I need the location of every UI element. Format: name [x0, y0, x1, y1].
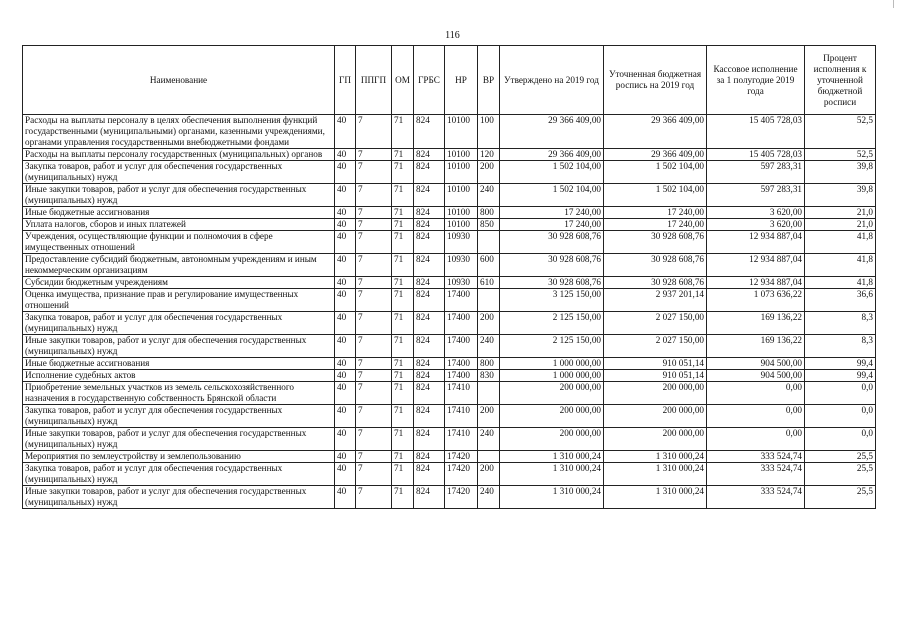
- cell-ppgp: 7: [356, 184, 392, 207]
- cell-revised: 200 000,00: [604, 405, 707, 428]
- cell-name: Иные закупки товаров, работ и услуг для обеспечения государственных (муниципальных) нужд: [23, 335, 335, 358]
- cell-revised: 17 240,00: [604, 219, 707, 231]
- header-percent: Процент исполнения к уточненной бюджетной росписи: [805, 46, 876, 115]
- cell-revised: 1 502 104,00: [604, 161, 707, 184]
- cell-percent: 99,4: [805, 370, 876, 382]
- header-name: Наименование: [23, 46, 335, 115]
- cell-grbs: 824: [414, 451, 445, 463]
- cell-revised: 1 502 104,00: [604, 184, 707, 207]
- cell-nr: 17410: [445, 405, 478, 428]
- cell-name: Расходы на выплаты персоналу государственных (муниципальных) органов: [23, 149, 335, 161]
- table-row: [23, 149, 876, 161]
- cell-revised: 1 310 000,24: [604, 463, 707, 486]
- cell-revised: 2 937 201,14: [604, 289, 707, 312]
- budget-table: [22, 45, 876, 509]
- cell-percent: 25,5: [805, 486, 876, 509]
- cell-name: Закупка товаров, работ и услуг для обеспечения государственных (муниципальных) нужд: [23, 312, 335, 335]
- cell-om: 71: [392, 486, 414, 509]
- cell-ppgp: 7: [356, 207, 392, 219]
- cell-ppgp: 7: [356, 312, 392, 335]
- cell-om: 71: [392, 149, 414, 161]
- table-row: [23, 219, 876, 231]
- cell-om: 71: [392, 451, 414, 463]
- cell-gp: 40: [335, 451, 356, 463]
- cell-nr: 10930: [445, 231, 478, 254]
- cell-om: 71: [392, 370, 414, 382]
- cell-om: 71: [392, 207, 414, 219]
- cell-revised: 1 310 000,24: [604, 486, 707, 509]
- cell-revised: 30 928 608,76: [604, 254, 707, 277]
- cell-om: 71: [392, 405, 414, 428]
- cell-vr: [478, 451, 500, 463]
- cell-gp: 40: [335, 463, 356, 486]
- cell-nr: 10100: [445, 207, 478, 219]
- table-row: [23, 335, 876, 358]
- cell-grbs: 824: [414, 486, 445, 509]
- cell-grbs: 824: [414, 312, 445, 335]
- cell-vr: 100: [478, 115, 500, 149]
- cell-nr: 10100: [445, 219, 478, 231]
- cell-om: 71: [392, 161, 414, 184]
- cell-vr: 200: [478, 312, 500, 335]
- cell-om: 71: [392, 254, 414, 277]
- cell-nr: 17400: [445, 335, 478, 358]
- cell-gp: 40: [335, 289, 356, 312]
- cell-nr: 17400: [445, 370, 478, 382]
- cell-name: Приобретение земельных участков из земель сельскохозяйственного назначения в государственную собственность Брянской области: [23, 382, 335, 405]
- cell-grbs: 824: [414, 358, 445, 370]
- cell-grbs: 824: [414, 115, 445, 149]
- cell-cash: 12 934 887,04: [707, 277, 805, 289]
- cell-name: Субсидии бюджетным учреждениям: [23, 277, 335, 289]
- cell-approved: 1 000 000,00: [500, 358, 604, 370]
- cell-name: Иные бюджетные ассигнования: [23, 207, 335, 219]
- cell-grbs: 824: [414, 428, 445, 451]
- cell-vr: 850: [478, 219, 500, 231]
- cell-name: Закупка товаров, работ и услуг для обеспечения государственных (муниципальных) нужд: [23, 161, 335, 184]
- cell-vr: 240: [478, 486, 500, 509]
- cell-om: 71: [392, 312, 414, 335]
- cell-cash: 3 620,00: [707, 219, 805, 231]
- cell-grbs: 824: [414, 405, 445, 428]
- cell-ppgp: 7: [356, 370, 392, 382]
- table-row: [23, 382, 876, 405]
- cell-percent: 41,8: [805, 254, 876, 277]
- cell-gp: 40: [335, 149, 356, 161]
- table-row: [23, 428, 876, 451]
- table-row: [23, 370, 876, 382]
- table-row: [23, 115, 876, 149]
- cell-percent: 0,0: [805, 382, 876, 405]
- cell-gp: 40: [335, 382, 356, 405]
- cell-revised: 910 051,14: [604, 370, 707, 382]
- cell-vr: 610: [478, 277, 500, 289]
- cell-vr: 200: [478, 405, 500, 428]
- cell-approved: 2 125 150,00: [500, 335, 604, 358]
- cell-grbs: 824: [414, 219, 445, 231]
- cell-approved: 30 928 608,76: [500, 277, 604, 289]
- header-gp: ГП: [335, 46, 356, 115]
- cell-om: 71: [392, 289, 414, 312]
- table-row: [23, 312, 876, 335]
- cell-ppgp: 7: [356, 149, 392, 161]
- cell-name: Исполнение судебных актов: [23, 370, 335, 382]
- cell-nr: 10100: [445, 184, 478, 207]
- cell-nr: 10930: [445, 254, 478, 277]
- cell-percent: 0,0: [805, 405, 876, 428]
- cell-om: 71: [392, 184, 414, 207]
- cell-percent: 25,5: [805, 463, 876, 486]
- cell-gp: 40: [335, 370, 356, 382]
- cell-grbs: 824: [414, 289, 445, 312]
- cell-ppgp: 7: [356, 254, 392, 277]
- cell-cash: 904 500,00: [707, 358, 805, 370]
- cell-vr: [478, 231, 500, 254]
- cell-grbs: 824: [414, 207, 445, 219]
- cell-ppgp: 7: [356, 451, 392, 463]
- cell-vr: 200: [478, 463, 500, 486]
- cell-cash: 1 073 636,22: [707, 289, 805, 312]
- cell-vr: 830: [478, 370, 500, 382]
- cell-gp: 40: [335, 358, 356, 370]
- header-grbs: ГРБС: [414, 46, 445, 115]
- cell-percent: 39,8: [805, 161, 876, 184]
- cell-nr: 17420: [445, 463, 478, 486]
- cell-percent: 99,4: [805, 358, 876, 370]
- cell-gp: 40: [335, 335, 356, 358]
- cell-revised: 910 051,14: [604, 358, 707, 370]
- cell-cash: 333 524,74: [707, 486, 805, 509]
- cell-cash: 904 500,00: [707, 370, 805, 382]
- cell-ppgp: 7: [356, 289, 392, 312]
- cell-ppgp: 7: [356, 486, 392, 509]
- header-cash: Кассовое исполнение за 1 полугодие 2019 года: [707, 46, 805, 115]
- cell-name: Иные бюджетные ассигнования: [23, 358, 335, 370]
- cell-percent: 39,8: [805, 184, 876, 207]
- cell-ppgp: 7: [356, 428, 392, 451]
- cell-cash: 3 620,00: [707, 207, 805, 219]
- cell-om: 71: [392, 231, 414, 254]
- cell-grbs: 824: [414, 382, 445, 405]
- cell-ppgp: 7: [356, 335, 392, 358]
- table-row: [23, 463, 876, 486]
- cell-name: Мероприятия по землеустройству и землепользованию: [23, 451, 335, 463]
- table-row: [23, 486, 876, 509]
- cell-name: Закупка товаров, работ и услуг для обеспечения государственных (муниципальных) нужд: [23, 463, 335, 486]
- header-approved: Утверждено на 2019 год: [500, 46, 604, 115]
- cell-om: 71: [392, 335, 414, 358]
- cell-vr: 240: [478, 184, 500, 207]
- cell-gp: 40: [335, 428, 356, 451]
- cell-grbs: 824: [414, 335, 445, 358]
- cell-om: 71: [392, 428, 414, 451]
- table-row: [23, 184, 876, 207]
- cell-approved: 200 000,00: [500, 405, 604, 428]
- cell-revised: 200 000,00: [604, 428, 707, 451]
- cell-cash: 12 934 887,04: [707, 231, 805, 254]
- cell-name: Оценка имущества, признание прав и регулирование имущественных отношений: [23, 289, 335, 312]
- table-row: [23, 289, 876, 312]
- cell-cash: 333 524,74: [707, 463, 805, 486]
- cell-cash: 0,00: [707, 382, 805, 405]
- cell-approved: 200 000,00: [500, 428, 604, 451]
- cell-grbs: 824: [414, 161, 445, 184]
- cell-vr: 800: [478, 207, 500, 219]
- cell-revised: 2 027 150,00: [604, 335, 707, 358]
- cell-ppgp: 7: [356, 219, 392, 231]
- cell-cash: 0,00: [707, 405, 805, 428]
- cell-nr: 10930: [445, 277, 478, 289]
- cell-nr: 17410: [445, 428, 478, 451]
- cell-grbs: 824: [414, 254, 445, 277]
- cell-name: Иные закупки товаров, работ и услуг для обеспечения государственных (муниципальных) нужд: [23, 486, 335, 509]
- cell-nr: 17420: [445, 486, 478, 509]
- cell-name: Иные закупки товаров, работ и услуг для обеспечения государственных (муниципальных) нужд: [23, 428, 335, 451]
- cell-cash: 15 405 728,03: [707, 115, 805, 149]
- cell-ppgp: 7: [356, 358, 392, 370]
- header-row: [23, 46, 876, 115]
- cell-cash: 597 283,31: [707, 161, 805, 184]
- cell-vr: 200: [478, 161, 500, 184]
- cell-vr: 120: [478, 149, 500, 161]
- header-revised: Уточненная бюджетная роспись на 2019 год: [604, 46, 707, 115]
- cell-ppgp: 7: [356, 463, 392, 486]
- cell-approved: 29 366 409,00: [500, 149, 604, 161]
- cell-gp: 40: [335, 231, 356, 254]
- table-row: [23, 207, 876, 219]
- cell-revised: 29 366 409,00: [604, 115, 707, 149]
- cell-gp: 40: [335, 115, 356, 149]
- cell-approved: 1 502 104,00: [500, 184, 604, 207]
- cell-om: 71: [392, 115, 414, 149]
- cell-gp: 40: [335, 207, 356, 219]
- header-nr: НР: [445, 46, 478, 115]
- cell-gp: 40: [335, 277, 356, 289]
- cell-ppgp: 7: [356, 231, 392, 254]
- cell-cash: 15 405 728,03: [707, 149, 805, 161]
- cell-percent: 8,3: [805, 312, 876, 335]
- cell-name: Учреждения, осуществляющие функции и полномочия в сфере имущественных отношений: [23, 231, 335, 254]
- cell-grbs: 824: [414, 231, 445, 254]
- cell-revised: 200 000,00: [604, 382, 707, 405]
- cell-grbs: 824: [414, 184, 445, 207]
- cell-approved: 2 125 150,00: [500, 312, 604, 335]
- cell-grbs: 824: [414, 463, 445, 486]
- cell-ppgp: 7: [356, 277, 392, 289]
- cell-percent: 25,5: [805, 451, 876, 463]
- cell-vr: 800: [478, 358, 500, 370]
- cell-nr: 17420: [445, 451, 478, 463]
- cell-nr: 17410: [445, 382, 478, 405]
- cell-nr: 10100: [445, 161, 478, 184]
- cell-gp: 40: [335, 486, 356, 509]
- table-row: [23, 405, 876, 428]
- cell-vr: 600: [478, 254, 500, 277]
- cell-approved: 1 000 000,00: [500, 370, 604, 382]
- cell-percent: 41,8: [805, 277, 876, 289]
- cell-revised: 2 027 150,00: [604, 312, 707, 335]
- cell-cash: 169 136,22: [707, 335, 805, 358]
- cell-grbs: 824: [414, 149, 445, 161]
- cell-ppgp: 7: [356, 115, 392, 149]
- cell-om: 71: [392, 382, 414, 405]
- cell-nr: 17400: [445, 312, 478, 335]
- table-row: [23, 231, 876, 254]
- cell-approved: 3 125 150,00: [500, 289, 604, 312]
- cell-name: Иные закупки товаров, работ и услуг для обеспечения государственных (муниципальных) нужд: [23, 184, 335, 207]
- cell-grbs: 824: [414, 370, 445, 382]
- cell-approved: 30 928 608,76: [500, 231, 604, 254]
- cell-approved: 29 366 409,00: [500, 115, 604, 149]
- table-row: [23, 358, 876, 370]
- cell-approved: 200 000,00: [500, 382, 604, 405]
- cell-nr: 10100: [445, 115, 478, 149]
- header-vr: ВР: [478, 46, 500, 115]
- cell-revised: 30 928 608,76: [604, 231, 707, 254]
- cell-nr: 17400: [445, 358, 478, 370]
- cell-gp: 40: [335, 254, 356, 277]
- cell-revised: 29 366 409,00: [604, 149, 707, 161]
- cell-om: 71: [392, 463, 414, 486]
- cell-revised: 1 310 000,24: [604, 451, 707, 463]
- cell-cash: 169 136,22: [707, 312, 805, 335]
- header-om: ОМ: [392, 46, 414, 115]
- edge-mark: [893, 0, 894, 8]
- cell-approved: 1 310 000,24: [500, 451, 604, 463]
- cell-nr: 10100: [445, 149, 478, 161]
- cell-name: Расходы на выплаты персоналу в целях обеспечения выполнения функций государственными (муниципальными) органами, казенными учреждениями, органами управления государственными внебюджетными фондами: [23, 115, 335, 149]
- cell-name: Уплата налогов, сборов и иных платежей: [23, 219, 335, 231]
- cell-approved: 30 928 608,76: [500, 254, 604, 277]
- cell-cash: 0,00: [707, 428, 805, 451]
- cell-approved: 17 240,00: [500, 219, 604, 231]
- cell-percent: 21,0: [805, 207, 876, 219]
- cell-om: 71: [392, 277, 414, 289]
- cell-approved: 1 502 104,00: [500, 161, 604, 184]
- table-body: [23, 115, 876, 509]
- cell-name: Закупка товаров, работ и услуг для обеспечения государственных (муниципальных) нужд: [23, 405, 335, 428]
- cell-percent: 0,0: [805, 428, 876, 451]
- table-row: [23, 161, 876, 184]
- table-row: [23, 254, 876, 277]
- header-ppgp: ППГП: [356, 46, 392, 115]
- cell-cash: 333 524,74: [707, 451, 805, 463]
- cell-approved: 1 310 000,24: [500, 463, 604, 486]
- cell-om: 71: [392, 219, 414, 231]
- cell-name: Предоставление субсидий бюджетным, автономным учреждениям и иным некоммерческим организациям: [23, 254, 335, 277]
- cell-cash: 597 283,31: [707, 184, 805, 207]
- cell-ppgp: 7: [356, 405, 392, 428]
- cell-ppgp: 7: [356, 382, 392, 405]
- cell-percent: 36,6: [805, 289, 876, 312]
- cell-gp: 40: [335, 161, 356, 184]
- cell-percent: 8,3: [805, 335, 876, 358]
- cell-grbs: 824: [414, 277, 445, 289]
- table-row: [23, 451, 876, 463]
- cell-percent: 21,0: [805, 219, 876, 231]
- cell-revised: 30 928 608,76: [604, 277, 707, 289]
- cell-om: 71: [392, 358, 414, 370]
- cell-percent: 41,8: [805, 231, 876, 254]
- cell-gp: 40: [335, 312, 356, 335]
- cell-percent: 52,5: [805, 149, 876, 161]
- cell-gp: 40: [335, 405, 356, 428]
- cell-vr: [478, 382, 500, 405]
- table-row: [23, 277, 876, 289]
- cell-nr: 17400: [445, 289, 478, 312]
- page-number: 116: [445, 30, 460, 41]
- cell-gp: 40: [335, 184, 356, 207]
- cell-vr: [478, 289, 500, 312]
- cell-approved: 17 240,00: [500, 207, 604, 219]
- cell-approved: 1 310 000,24: [500, 486, 604, 509]
- cell-gp: 40: [335, 219, 356, 231]
- cell-vr: 240: [478, 335, 500, 358]
- cell-ppgp: 7: [356, 161, 392, 184]
- cell-percent: 52,5: [805, 115, 876, 149]
- cell-revised: 17 240,00: [604, 207, 707, 219]
- cell-vr: 240: [478, 428, 500, 451]
- cell-cash: 12 934 887,04: [707, 254, 805, 277]
